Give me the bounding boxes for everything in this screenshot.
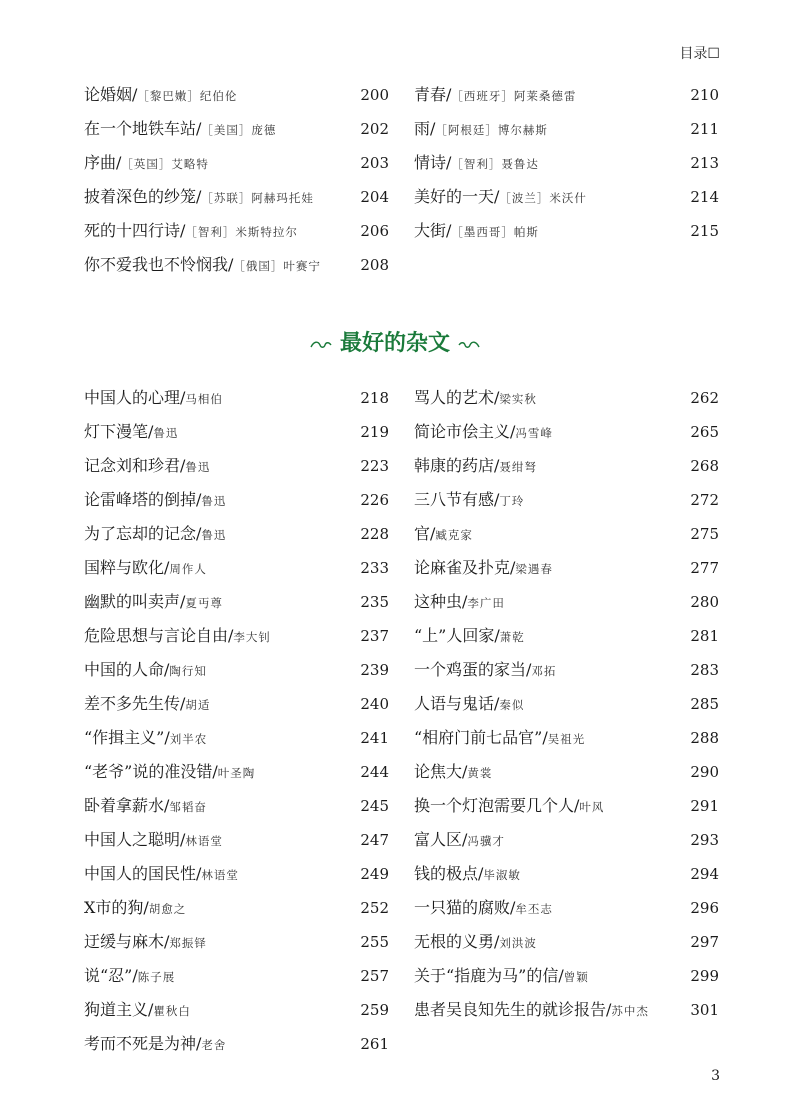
entry-title: 为了忘却的记念/ [84,524,202,543]
entry-page-number: 299 [690,967,719,985]
entry-page-number: 255 [360,933,389,951]
entry-author: 林语堂 [185,834,223,848]
entry-title: 考而不死是为神/ [84,1034,202,1053]
entry-title: 你不爱我也不怜悯我/ [84,255,234,274]
toc-entry [414,146,719,180]
entry-page-number: 280 [690,593,719,611]
entry-page-number: 208 [360,256,389,274]
entry-page-number: 275 [690,525,719,543]
entry-title: 中国人之聪明/ [84,830,186,849]
toc-entry [414,857,719,891]
toc-entry [84,78,389,112]
entry-page-number: 203 [360,154,389,172]
entry-title: 青春/ [414,85,452,104]
entry-title: “上”人回家/ [414,626,500,645]
toc-entry [414,891,719,925]
toc-entry [84,789,389,823]
toc-entry [414,551,719,585]
entry-title: 死的十四行诗/ [84,221,186,240]
toc-entry [84,517,389,551]
entry-page-number: 291 [690,797,719,815]
entry-title: 换一个灯泡需要几个人/ [414,796,580,815]
entry-title: 序曲/ [84,153,122,172]
entry-author: 牟丕志 [515,902,553,916]
entry-author: 聂绀弩 [499,460,537,474]
entry-author: 瞿秋白 [153,1004,191,1018]
entry-author: 夏丏尊 [185,596,223,610]
toc-entry [84,619,389,653]
toc-entry [84,857,389,891]
entry-title: 狗道主义/ [84,1000,154,1019]
toc-entry [414,925,719,959]
toc-entry [84,1027,389,1061]
entry-page-number: 206 [360,222,389,240]
toc-entry [414,653,719,687]
entry-page-number: 252 [360,899,389,917]
entry-page-number: 219 [360,423,389,441]
entry-title: 骂人的艺术/ [414,388,500,407]
entry-title: 雨/ [414,119,436,138]
toc-top-left-column [84,78,389,282]
entry-page-number: 215 [690,222,719,240]
entry-page-number: 261 [360,1035,389,1053]
entry-author: 鲁迅 [185,460,211,474]
toc-entry [84,483,389,517]
toc-entry [414,517,719,551]
entry-title: 患者吴良知先生的就诊报告/ [414,1000,612,1019]
entry-author: ［波兰］米沃什 [499,191,587,205]
section-heading [0,326,790,357]
entry-author: 梁遇春 [515,562,553,576]
entry-title: 灯下漫笔/ [84,422,154,441]
entry-author: 鲁迅 [201,494,227,508]
entry-page-number: 235 [360,593,389,611]
entry-author: ［阿根廷］博尔赫斯 [435,123,548,137]
entry-page-number: 268 [690,457,719,475]
entry-page-number: 228 [360,525,389,543]
entry-title: X市的狗/ [84,898,149,917]
entry-page-number: 223 [360,457,389,475]
entry-author: 老舍 [201,1038,227,1052]
entry-author: 郑振铎 [169,936,207,950]
entry-author: 叶圣陶 [217,766,256,780]
entry-page-number: 281 [690,627,719,645]
entry-title: 富人区/ [414,830,468,849]
entry-author: 陶行知 [169,664,207,678]
entry-author: 吴祖光 [547,732,586,746]
entry-author: 胡适 [185,698,211,712]
entry-author: 李广田 [467,596,505,610]
entry-author: 秦似 [499,698,525,712]
section-title-text: 最好的杂文 [339,330,450,356]
entry-title: 简论市侩主义/ [414,422,516,441]
entry-title: 钱的极点/ [414,864,484,883]
entry-author: ［苏联］阿赫玛托娃 [201,191,314,205]
toc-entry [84,112,389,146]
entry-title: 记念刘和珍君/ [84,456,186,475]
entry-title: “相府门前七品官”/ [414,728,548,747]
ornament-left-icon [310,331,332,357]
entry-author: ［俄国］叶赛宁 [233,259,321,273]
entry-page-number: 211 [690,120,719,138]
toc-top-right-column [414,78,719,248]
entry-page-number: 233 [360,559,389,577]
toc-entry [414,993,719,1027]
toc-entry [414,78,719,112]
entry-page-number: 290 [690,763,719,781]
entry-title: 人语与鬼话/ [414,694,500,713]
entry-author: 冯雪峰 [515,426,553,440]
entry-title: 三八节有感/ [414,490,500,509]
toc-entry [84,585,389,619]
toc-entry [414,789,719,823]
entry-author: 陈子展 [137,970,176,984]
entry-author: 梁实秋 [499,392,537,406]
entry-author: 周作人 [169,562,207,576]
entry-page-number: 239 [360,661,389,679]
toc-entry [84,993,389,1027]
entry-title: 官/ [414,524,436,543]
entry-title: 披着深色的纱笼/ [84,187,202,206]
entry-title: 论麻雀及扑克/ [414,558,516,577]
toc-entry [414,483,719,517]
entry-page-number: 277 [690,559,719,577]
toc-entry [84,959,389,993]
entry-title: 大街/ [414,221,452,240]
entry-page-number: 262 [690,389,719,407]
entry-author: ［黎巴嫩］纪伯伦 [137,89,238,103]
entry-title: 说“忍”/ [84,966,138,985]
entry-author: 萧乾 [499,630,525,644]
entry-author: 鲁迅 [153,426,179,440]
toc-entry [84,248,389,282]
toc-entry [84,687,389,721]
entry-title: 无根的义勇/ [414,932,500,951]
entry-page-number: 241 [360,729,389,747]
entry-author: 臧克家 [435,528,473,542]
toc-entry [84,721,389,755]
toc-entry [414,415,719,449]
entry-page-number: 297 [690,933,719,951]
entry-author: ［美国］庞德 [201,123,277,137]
toc-entry [84,755,389,789]
toc-bottom-right-column [414,381,719,1027]
entry-author: 丁玲 [499,494,525,508]
entry-title: 中国人的心理/ [84,388,186,407]
entry-author: 冯骥才 [467,834,505,848]
toc-entry [414,180,719,214]
entry-page-number: 204 [360,188,389,206]
toc-entry [414,823,719,857]
toc-entry [414,687,719,721]
toc-entry [84,146,389,180]
entry-title: “作揖主义”/ [84,728,170,747]
toc-entry [414,755,719,789]
toc-entry [84,653,389,687]
entry-title: 这种虫/ [414,592,468,611]
entry-author: 马相伯 [185,392,223,406]
toc-entry [414,214,719,248]
entry-title: 国粹与欧化/ [84,558,170,577]
entry-author: 邹韬奋 [169,800,207,814]
entry-title: 一个鸡蛋的家当/ [414,660,532,679]
toc-entry [84,925,389,959]
toc-entry [414,585,719,619]
entry-page-number: 259 [360,1001,389,1019]
toc-entry [84,891,389,925]
entry-page-number: 245 [360,797,389,815]
entry-title: 韩康的药店/ [414,456,500,475]
running-header: 目录☐ [679,46,720,62]
entry-author: 邓拓 [531,664,557,678]
toc-entry [84,551,389,585]
entry-page-number: 294 [690,865,719,883]
entry-page-number: 265 [690,423,719,441]
entry-author: ［智利］米斯特拉尔 [185,225,298,239]
entry-author: 曾颖 [563,970,589,984]
entry-author: 叶风 [579,800,605,814]
entry-title: 论焦大/ [414,762,468,781]
entry-title: 论雷峰塔的倒掉/ [84,490,202,509]
entry-page-number: 213 [690,154,719,172]
entry-title: 迂缓与麻木/ [84,932,170,951]
entry-title: 论婚姻/ [84,85,138,104]
entry-page-number: 210 [690,86,719,104]
ornament-right-icon [458,331,480,357]
entry-page-number: 214 [690,188,719,206]
toc-entry [414,959,719,993]
entry-author: ［西班牙］阿莱桑德雷 [451,89,577,103]
entry-author: ［墨西哥］帕斯 [451,225,539,239]
entry-author: 黄裳 [467,766,493,780]
entry-title: 差不多先生传/ [84,694,186,713]
toc-entry [84,449,389,483]
toc-entry [414,721,719,755]
entry-page-number: 301 [690,1001,719,1019]
toc-entry [414,619,719,653]
entry-page-number: 237 [360,627,389,645]
entry-page-number: 240 [360,695,389,713]
toc-entry [414,449,719,483]
entry-page-number: 283 [690,661,719,679]
entry-author: ［英国］艾略特 [121,157,209,171]
toc-entry [84,415,389,449]
entry-title: “老爷”说的准没错/ [84,762,218,781]
entry-author: 刘洪波 [499,936,537,950]
entry-author: 鲁迅 [201,528,227,542]
entry-page-number: 296 [690,899,719,917]
entry-author: 刘半农 [169,732,208,746]
toc-entry [84,214,389,248]
entry-title: 一只猫的腐败/ [414,898,516,917]
toc-entry [414,112,719,146]
entry-author: 林语堂 [201,868,239,882]
entry-title: 在一个地铁车站/ [84,119,202,138]
entry-page-number: 244 [360,763,389,781]
entry-page-number: 257 [360,967,389,985]
entry-page-number: 272 [690,491,719,509]
entry-page-number: 202 [360,120,389,138]
entry-author: 李大钊 [233,630,271,644]
entry-title: 美好的一天/ [414,187,500,206]
toc-entry [84,381,389,415]
entry-page-number: 293 [690,831,719,849]
entry-page-number: 285 [690,695,719,713]
toc-entry [84,180,389,214]
entry-author: 毕淑敏 [483,868,521,882]
entry-author: ［智利］聂鲁达 [451,157,539,171]
page-number: 3 [711,1068,720,1084]
entry-page-number: 200 [360,86,389,104]
entry-page-number: 218 [360,389,389,407]
entry-page-number: 226 [360,491,389,509]
entry-page-number: 247 [360,831,389,849]
entry-title: 幽默的叫卖声/ [84,592,186,611]
entry-page-number: 288 [690,729,719,747]
entry-title: 关于“指鹿为马”的信/ [414,966,564,985]
entry-author: 胡愈之 [148,902,187,916]
entry-author: 苏中杰 [611,1004,649,1018]
toc-bottom-left-column [84,381,389,1061]
toc-entry [414,381,719,415]
entry-page-number: 249 [360,865,389,883]
entry-title: 情诗/ [414,153,452,172]
entry-title: 危险思想与言论自由/ [84,626,234,645]
toc-entry [84,823,389,857]
entry-title: 中国人的国民性/ [84,864,202,883]
entry-title: 卧着拿薪水/ [84,796,170,815]
entry-title: 中国的人命/ [84,660,170,679]
